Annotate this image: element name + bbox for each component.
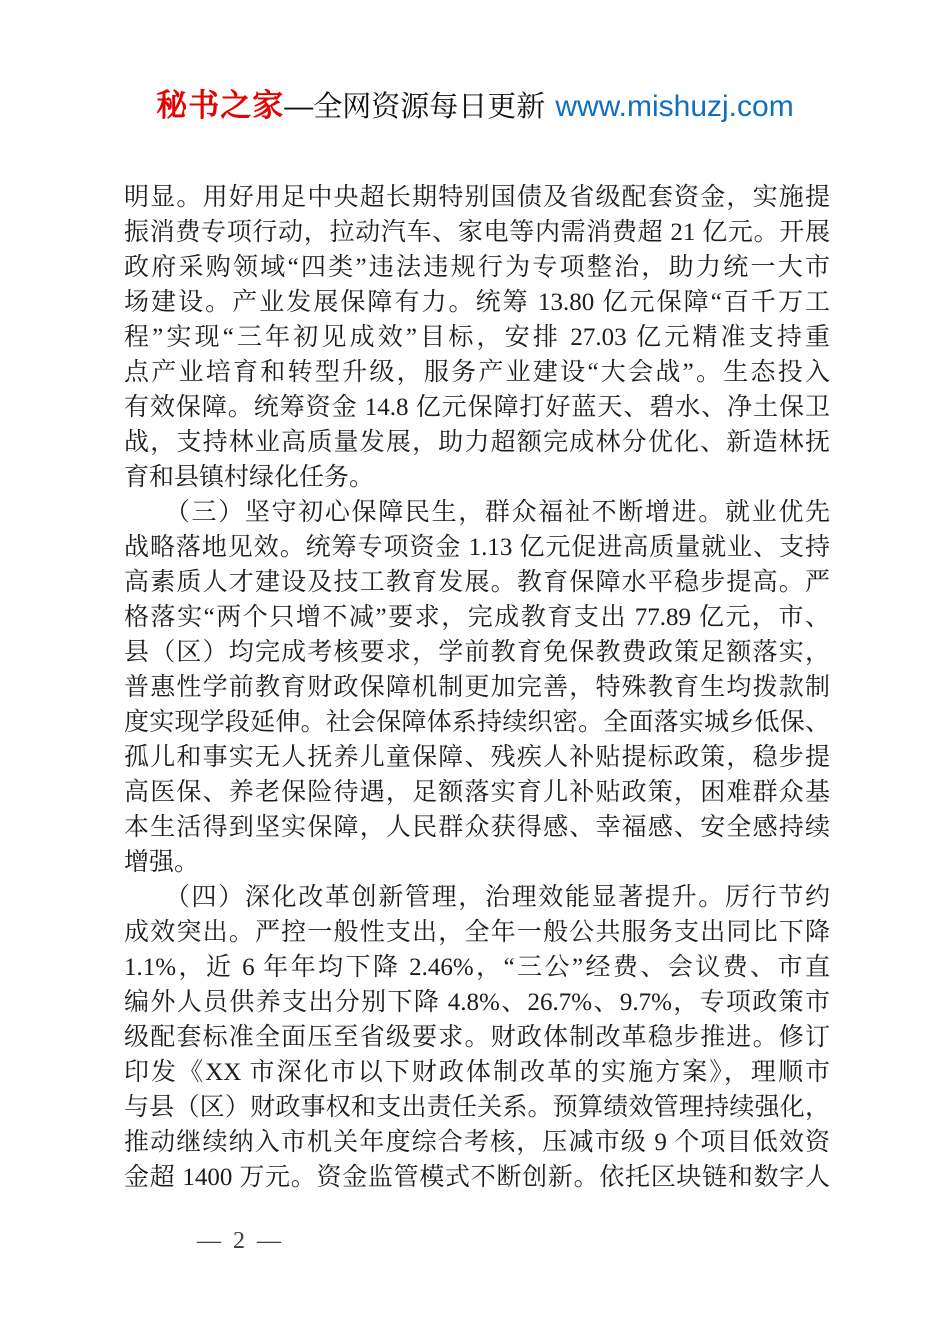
text-line: （三）坚守初心保障民生，群众福祉不断增进。就业优先: [124, 499, 830, 526]
text-line: 程”实现“三年初见成效”目标，安排 27.03 亿元精准支持重: [124, 324, 830, 351]
text-line: （四）深化改革创新管理，治理效能显著提升。厉行节约: [124, 884, 830, 911]
text-line: 高素质人才建设及技工教育发展。教育保障水平稳步提高。严: [124, 569, 830, 596]
text-line: 格落实“两个只增不减”要求，完成教育支出 77.89 亿元，市、: [124, 604, 830, 631]
text-line: 金超 1400 万元。资金监管模式不断创新。依托区块链和数字人: [124, 1164, 830, 1191]
text-line: 政府采购领域“四类”违法违规行为专项整治，助力统一大市: [124, 254, 830, 281]
text-line: 有效保障。统筹资金 14.8 亿元保障打好蓝天、碧水、净土保卫: [124, 394, 830, 421]
text-line: 点产业培育和转型升级，服务产业建设“大会战”。生态投入: [124, 359, 830, 386]
text-line: 级配套标准全面压至省级要求。财政体制改革稳步推进。修订: [124, 1024, 830, 1051]
document-body: [124, 180, 830, 1195]
text-line: 高医保、养老保险待遇，足额落实育儿补贴政策，困难群众基: [124, 779, 830, 806]
text-line: 场建设。产业发展保障有力。统筹 13.80 亿元保障“百千万工: [124, 289, 830, 316]
text-line: 编外人员供养支出分别下降 4.8%、26.7%、9.7%，专项政策市: [124, 989, 830, 1016]
text-line: 度实现学段延伸。社会保障体系持续织密。全面落实城乡低保、: [124, 709, 830, 736]
page-number: — 2 —: [197, 1228, 284, 1254]
paragraph: [124, 880, 830, 1195]
text-line: 振消费专项行动，拉动汽车、家电等内需消费超 21 亿元。开展: [124, 219, 830, 246]
text-line: 普惠性学前教育财政保障机制更加完善，特殊教育生均拨款制: [124, 674, 830, 701]
text-line: 成效突出。严控一般性支出，全年一般公共服务支出同比下降: [124, 919, 830, 946]
text-line: 本生活得到坚实保障，人民群众获得感、幸福感、安全感持续: [124, 814, 830, 841]
text-line: 战略落地见效。统筹专项资金 1.13 亿元促进高质量就业、支持: [124, 534, 830, 561]
text-line: 增强。: [124, 849, 200, 876]
text-line: 县（区）均完成考核要求，学前教育免保教费政策足额落实，: [124, 639, 830, 666]
site-url-link[interactable]: www.mishuzj.com: [555, 90, 794, 123]
text-line: 孤儿和事实无人抚养儿童保障、残疾人补贴提标政策，稳步提: [124, 744, 830, 771]
brand-name: 秘书之家: [156, 88, 285, 123]
text-line: 与县（区）财政事权和支出责任关系。预算绩效管理持续强化，: [124, 1094, 830, 1121]
text-line: 印发《XX 市深化市以下财政体制改革的实施方案》，理顺市: [124, 1059, 830, 1086]
text-line: 战，支持林业高质量发展，助力超额完成林分优化、新造林抚: [124, 429, 830, 456]
text-line: 1.1%，近 6 年年均下降 2.46%，“三公”经费、会议费、市直: [124, 954, 830, 981]
text-line: 育和县镇村绿化任务。: [124, 464, 375, 491]
text-line: 推动继续纳入市机关年度综合考核，压减市级 9 个项目低效资: [124, 1129, 830, 1156]
paragraph: [124, 180, 830, 495]
text-line: 明显。用好用足中央超长期特别国债及省级配套资金，实施提: [124, 184, 830, 211]
paragraph: [124, 495, 830, 880]
header-tagline: —全网资源每日更新: [284, 91, 546, 123]
site-watermark-header: [0, 80, 950, 125]
